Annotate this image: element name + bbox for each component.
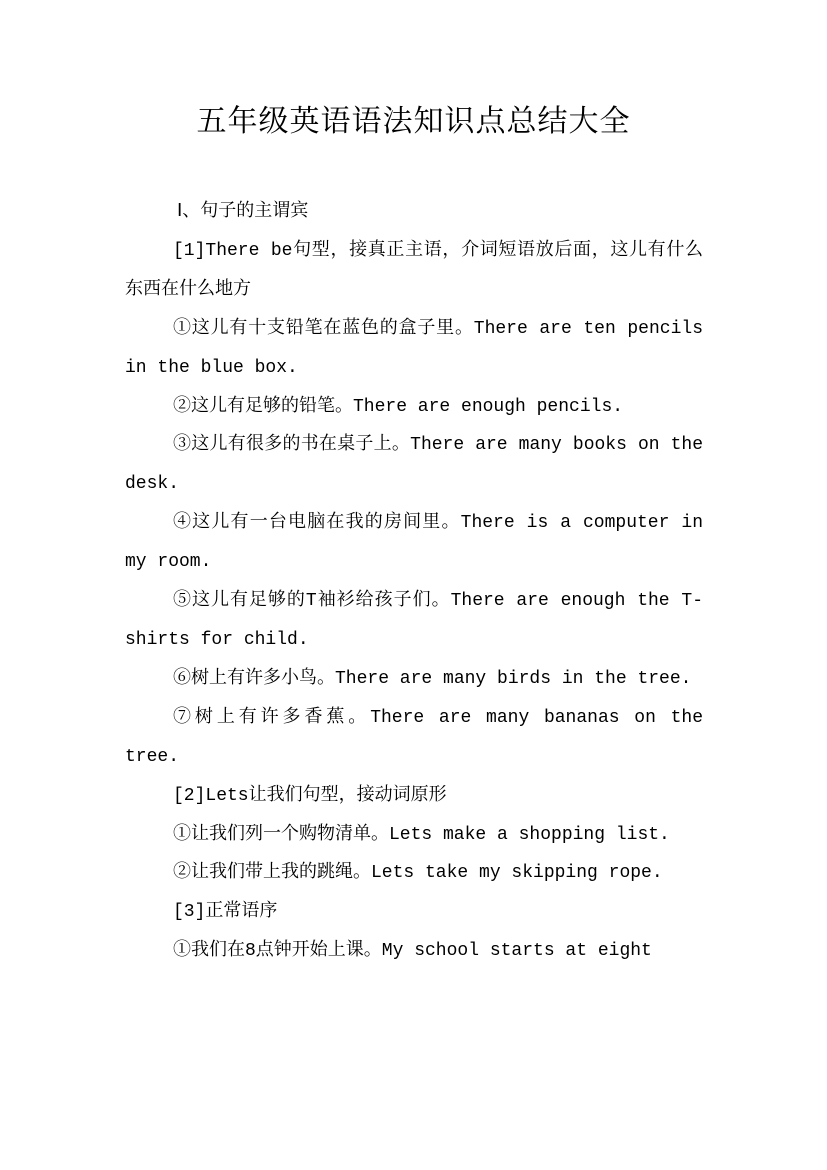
paragraph: [2]Lets让我们句型，接动词原形 [173, 785, 447, 806]
example-sentence: ②这儿有足够的铅笔。There are enough pencils. [173, 396, 624, 417]
example-sentence: ②让我们带上我的跳绳。Lets take my skipping rope. [173, 863, 663, 884]
page-title: 五年级英语语法知识点总结大全 [196, 104, 631, 139]
example-sentence: ①让我们列一个购物清单。Lets make a shopping list. [173, 824, 670, 845]
example-sentence: ④这儿有一台电脑在我的房间里。There is a computer in my room. [125, 513, 703, 573]
example-sentence: ⑦树上有许多香蕉。There are many bananas on the tree. [125, 707, 703, 767]
paragraph: [3]正常语序 [173, 902, 278, 923]
paragraph: [1]There be句型，接真正主语，介词短语放后面，这儿有什么东西在什么地方 [125, 240, 703, 300]
example-sentence: ①这儿有十支铅笔在蓝色的盒子里。There are ten pencils in the blue box. [125, 318, 703, 378]
example-sentence: ①我们在8点钟开始上课。My school starts at eight [173, 941, 652, 962]
example-sentence: ⑥树上有许多小鸟。There are many birds in the tree. [173, 668, 692, 689]
example-sentence: ⑤这儿有足够的T袖衫给孩子们。There are enough the T-shirts for child. [125, 591, 703, 650]
document-body [125, 193, 703, 971]
section-heading: Ⅰ、句子的主谓宾 [177, 202, 309, 222]
example-sentence: ③这儿有很多的书在桌子上。There are many books on the desk. [125, 435, 703, 495]
